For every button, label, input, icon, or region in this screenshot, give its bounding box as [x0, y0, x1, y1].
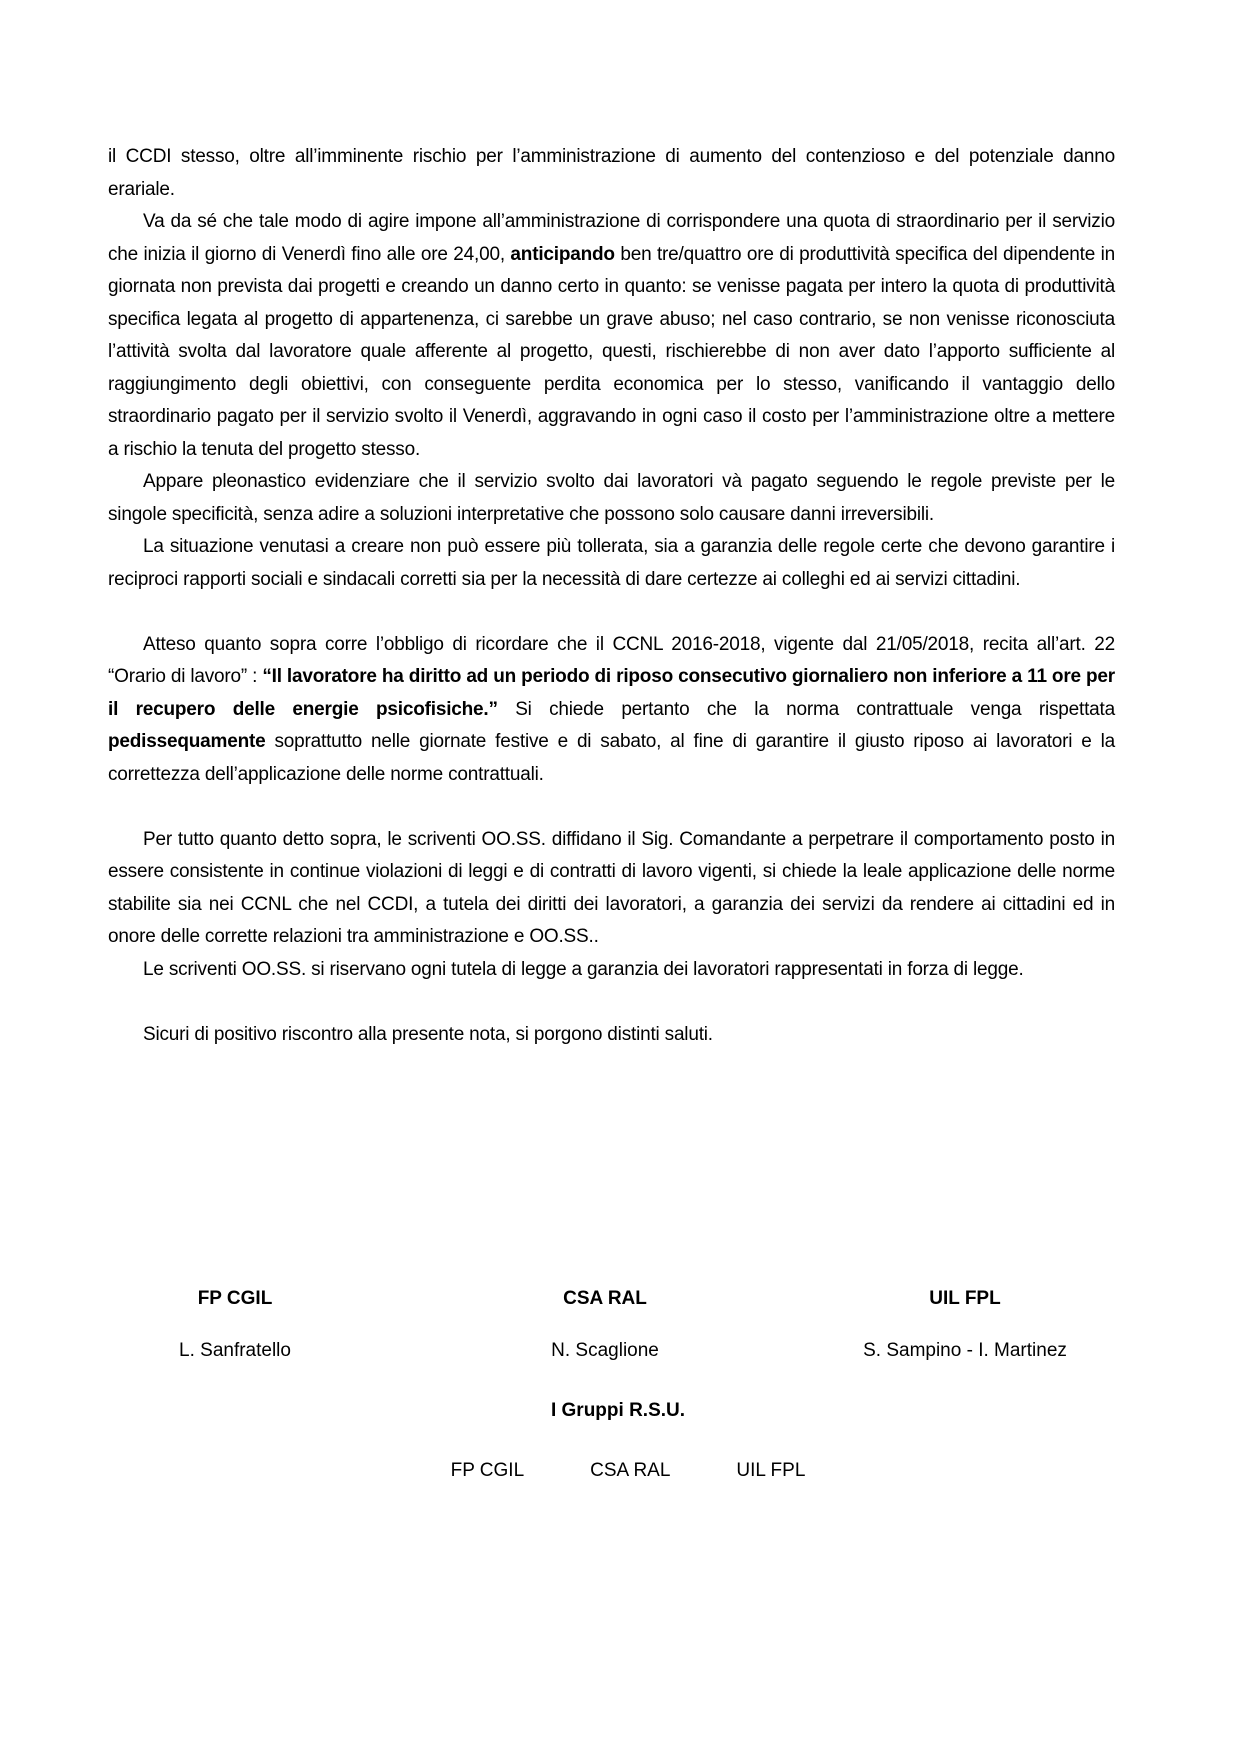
text-run: La situazione venutasi a creare non può essere più tollerata, sia a garanzia delle regole certe che devono garantire i reciproci rapporti sociali e sindacali corretti sia per la necessità di dare certezze ai colleghi ed ai servizi cittadini.	[108, 536, 1115, 590]
bold-text-run: “Il lavoratore ha diritto ad un periodo di riposo consecutivo giornaliero non inferiore a 11 ore per il recupero delle energie psicofisiche.”	[108, 666, 1115, 720]
paragraph	[108, 141, 1115, 206]
text-run: il CCDI stesso, oltre all’imminente rischio per l’amministrazione di aumento del contenzioso e del potenziale danno erariale.	[108, 146, 1115, 200]
rsu-groups-title: I Gruppi R.S.U.	[550, 1400, 686, 1421]
bold-text-run: anticipando	[510, 243, 615, 265]
document-body	[108, 141, 1115, 1051]
bold-text-run: pedissequamente	[108, 731, 266, 752]
paragraph	[108, 531, 1115, 596]
signature-name-sanfratello: L. Sanfratello	[179, 1340, 291, 1361]
text-run: soprattutto nelle giornate festive e di sabato, al fine di garantire il giusto riposo ai lavoratori e la correttezza dell’applicazione delle norme contrattuali.	[108, 731, 1115, 785]
signature-org-csa-ral: CSA RAL	[563, 1288, 647, 1309]
signature-name-scaglione: N. Scaglione	[551, 1340, 659, 1361]
paragraph	[108, 629, 1115, 792]
signature-name-sampino-martinez: S. Sampino - I. Martinez	[863, 1340, 1067, 1361]
paragraph	[108, 824, 1115, 954]
text-run: Le scriventi OO.SS. si riservano ogni tutela di legge a garanzia dei lavoratori rappresentati in forza di legge.	[143, 958, 1024, 980]
text-run: Sicuri di positivo riscontro alla presente nota, si porgono distinti saluti.	[143, 1023, 713, 1045]
text-run: Si chiede pertanto che la norma contrattuale venga rispettata	[497, 698, 1115, 720]
paragraph	[108, 466, 1115, 531]
text-run: ben tre/quattro ore di produttività specifica del dipendente in giornata non prevista dai progetti e creando un danno certo in quanto: se venisse pagata per intero la quota di produttività specifica legata al progetto di appartenenza, ci sarebbe un grave abuso; nel caso contrario, se non venisse riconosciuta l’attività svolta dal lavoratore quale afferente al progetto, questi, rischierebbe di non aver dato l’apporto sufficiente al raggiungimento degli obiettivi, con conseguente perdita economica per lo stesso, vanificando il vantaggio dello straordinario pagato per il servizio svolto il Venerdì, aggravando in ogni caso il costo per l’amministrazione oltre a mettere a rischio la tenuta del progetto stesso.	[108, 243, 1115, 460]
signature-org-uil-fpl: UIL FPL	[929, 1288, 1001, 1309]
signature-org-fp-cgil: FP CGIL	[197, 1288, 273, 1309]
paragraph	[108, 954, 1115, 987]
rsu-groups-row	[451, 1460, 806, 1482]
text-run: Appare pleonastico evidenziare che il servizio svolto dai lavoratori và pagato seguendo le regole previste per le singole specificità, senza adire a soluzioni interpretative che possono solo causare danni irreversibili.	[108, 471, 1115, 525]
rsu-group-uil-fpl: UIL FPL	[736, 1460, 806, 1481]
paragraph	[108, 1019, 1115, 1052]
text-run: Va da sé che tale modo di agire impone all’amministrazione di corrispondere una quota di straordinario per il servizio che inizia il giorno di Venerdì fino alle ore 24,00,	[108, 211, 1115, 265]
rsu-group-csa-ral: CSA RAL	[590, 1460, 671, 1481]
text-run: Atteso quanto sopra corre l’obbligo di ricordare che il CCNL 2016-2018, vigente dal 21/05/2018, recita all’art. 22 “Orario di lavoro” :	[108, 633, 1115, 687]
paragraph	[108, 206, 1115, 466]
text-run: Per tutto quanto detto sopra, le scriventi OO.SS. diffidano il Sig. Comandante a perpetrare il comportamento posto in essere consistente in continue violazioni di leggi e di contratti di lavoro vigenti, si chiede la leale applicazione delle norme stabilite sia nei CCNL che nel CCDI, a tutela dei diritti dei lavoratori, a garanzia dei servizi da rendere ai cittadini ed in onore delle corrette relazioni tra amministrazione e OO.SS..	[108, 828, 1115, 947]
rsu-group-fp-cgil: FP CGIL	[450, 1460, 525, 1481]
